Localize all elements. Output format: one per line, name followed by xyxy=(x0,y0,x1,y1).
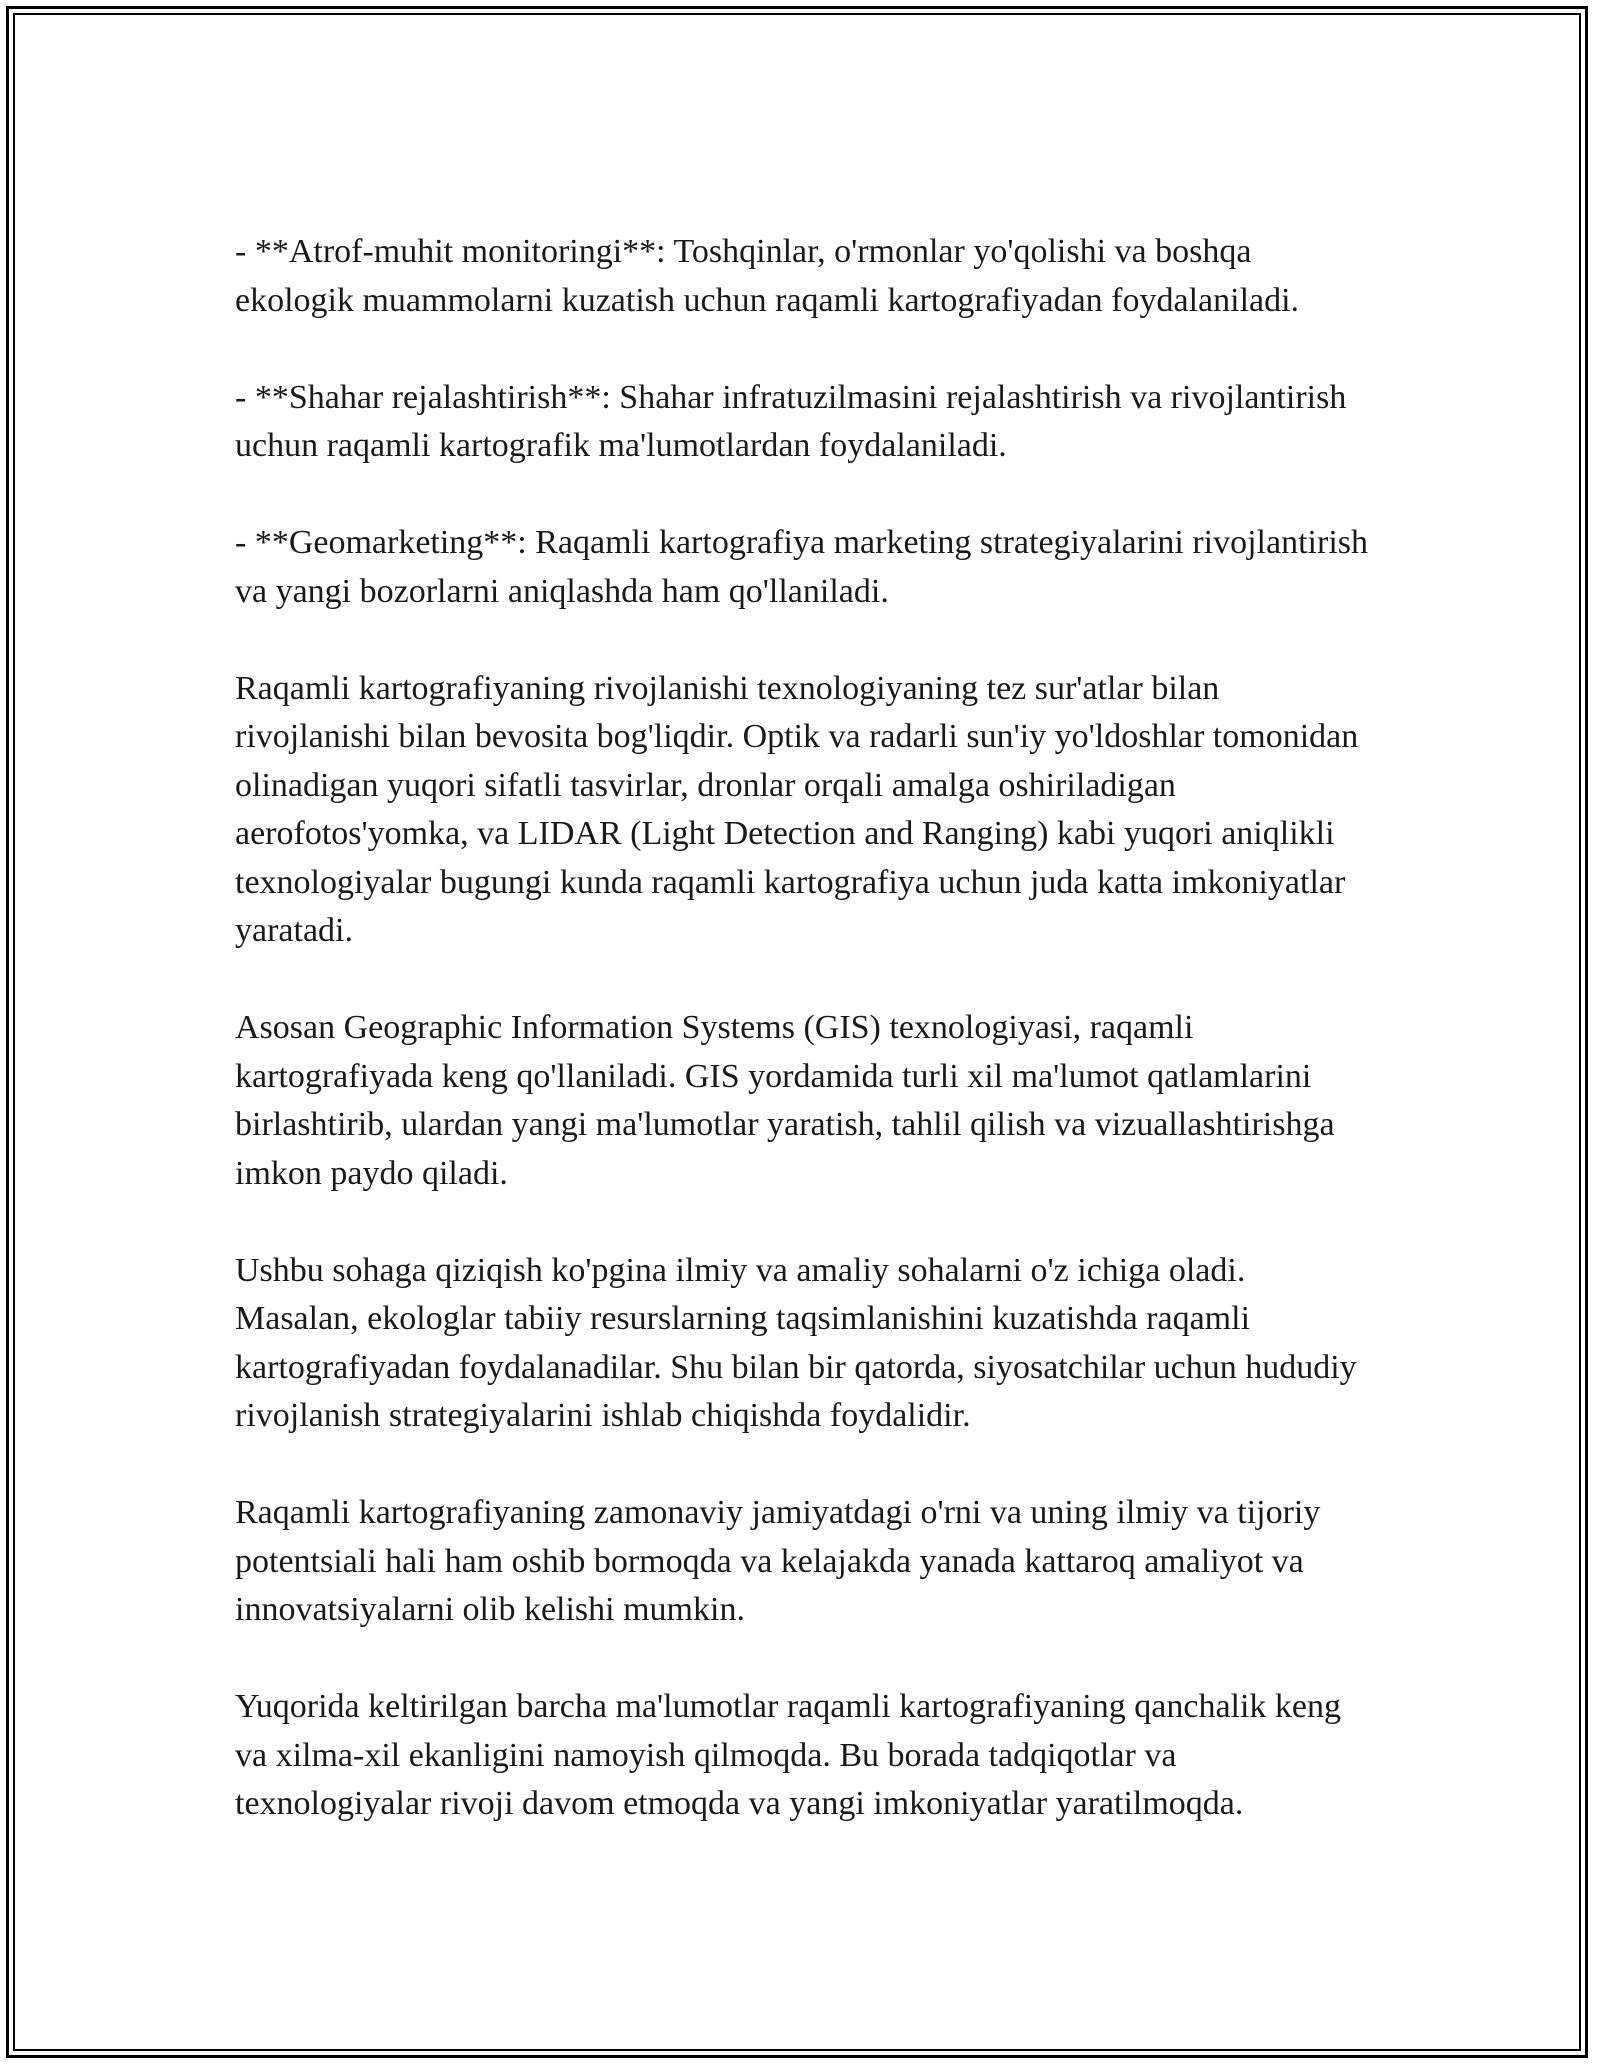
paragraph-environment-monitoring: - **Atrof-muhit monitoringi**: Toshqinlar, o'rmonlar yo'qolishi va boshqa ekologik muammolarni kuzatish uchun raqamli kartografiyadan foydalaniladi. xyxy=(235,233,1300,319)
paragraph-technology-development: Raqamli kartografiyaning rivojlanishi texnologiyaning tez sur'atlar bilan rivojlanishi bilan bevosita bog'liqdir. Optik va radarli sun'iy yo'ldoshlar tomonidan olinadigan yuqori sifatli tasvirlar, dronlar orqali amalga oshiriladigan aerofotos'yomka, va LIDAR (Light Detection and Ranging) kabi yuqori aniqlikli texnologiyalar bugungi kunda raqamli kartografiya uchun juda katta imkoniyatlar yaratadi. xyxy=(235,669,1359,949)
paragraph-urban-planning: - **Shahar rejalashtirish**: Shahar infratuzilmasini rejalashtirish va rivojlantirish uchun raqamli kartografik ma'lumotlardan foydalaniladi. xyxy=(235,378,1347,464)
paragraph-geomarketing: - **Geomarketing**: Raqamli kartografiya marketing strategiyalarini rivojlantirish va yangi bozorlarni aniqlashda ham qo'llaniladi. xyxy=(235,524,1368,610)
paragraph-potential: Raqamli kartografiyaning zamonaviy jamiyatdagi o'rni va uning ilmiy va tijoriy potentsiali hali ham oshib bormoqda va kelajakda yanada kattaroq amaliyot va innovatsiyalarni olib kelishi mumkin. xyxy=(235,1494,1321,1628)
document-body xyxy=(235,228,1370,1829)
paragraph-gis: Asosan Geographic Information Systems (GIS) texnologiyasi, raqamli kartografiyada keng qo'llaniladi. GIS yordamida turli xil ma'lumot qatlamlarini birlashtirib, ulardan yangi ma'lumotlar yaratish, tahlil qilish va vizuallashtirishga imkon paydo qiladi. xyxy=(235,1009,1335,1192)
paragraph-conclusion: Yuqorida keltirilgan barcha ma'lumotlar raqamli kartografiyaning qanchalik keng va xilma-xil ekanligini namoyish qilmoqda. Bu borada tadqiqotlar va texnologiyalar rivoji davom etmoqda va yangi imkoniyatlar yaratilmoqda. xyxy=(235,1688,1342,1822)
paragraph-applications: Ushbu sohaga qiziqish ko'pgina ilmiy va amaliy sohalarni o'z ichiga oladi. Masalan, ekologlar tabiiy resurslarning taqsimlanishini kuzatishda raqamli kartografiyadan foydalanadilar. Shu bilan bir qatorda, siyosatchilar uchun hududiy rivojlanish strategiyalarini ishlab chiqishda foydalidir. xyxy=(235,1251,1357,1434)
